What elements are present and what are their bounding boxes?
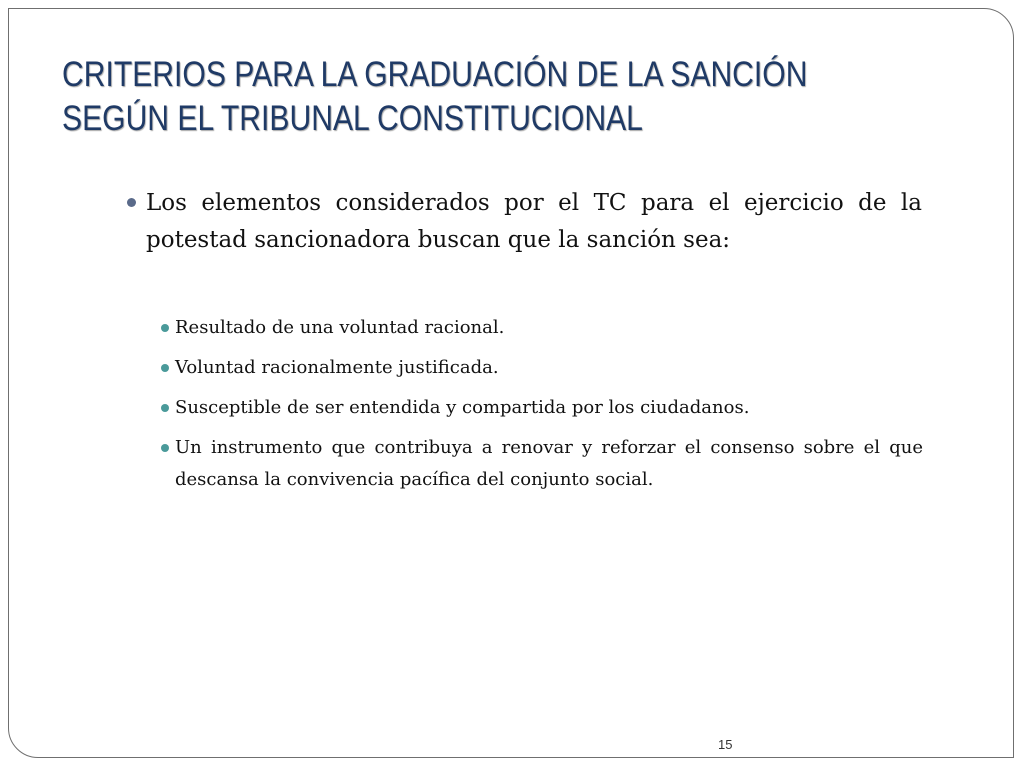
main-bullet — [146, 185, 922, 259]
sub-bullet-item — [175, 392, 923, 424]
sub-bullet-text: Susceptible de ser entendida y compartida por los ciudadanos. — [175, 397, 750, 418]
sub-bullet-dot-icon — [161, 444, 169, 452]
main-bullet-text: Los elementos considerados por el TC para el ejercicio de la potestad sancionadora buscan que la sanción sea: — [146, 190, 922, 253]
sub-bullet-item — [175, 432, 923, 496]
slide-title — [62, 53, 836, 141]
sub-bullet-text: Resultado de una voluntad racional. — [175, 317, 505, 338]
sub-bullet-list — [175, 312, 923, 504]
title-line-2: SEGÚN EL TRIBUNAL CONSTITUCIONAL — [62, 99, 643, 138]
sub-bullet-dot-icon — [161, 364, 169, 372]
sub-bullet-dot-icon — [161, 404, 169, 412]
bullet-dot-icon — [127, 198, 136, 207]
sub-bullet-dot-icon — [161, 324, 169, 332]
sub-bullet-item — [175, 352, 923, 384]
sub-bullet-item — [175, 312, 923, 344]
title-line-1: CRITERIOS PARA LA GRADUACIÓN DE LA SANCIÓN — [62, 55, 808, 94]
sub-bullet-text: Voluntad racionalmente justificada. — [175, 357, 499, 378]
page-number: 15 — [718, 737, 733, 752]
sub-bullet-text: Un instrumento que contribuya a renovar y reforzar el consenso sobre el que descansa la convivencia pacífica del conjunto social. — [175, 437, 923, 490]
